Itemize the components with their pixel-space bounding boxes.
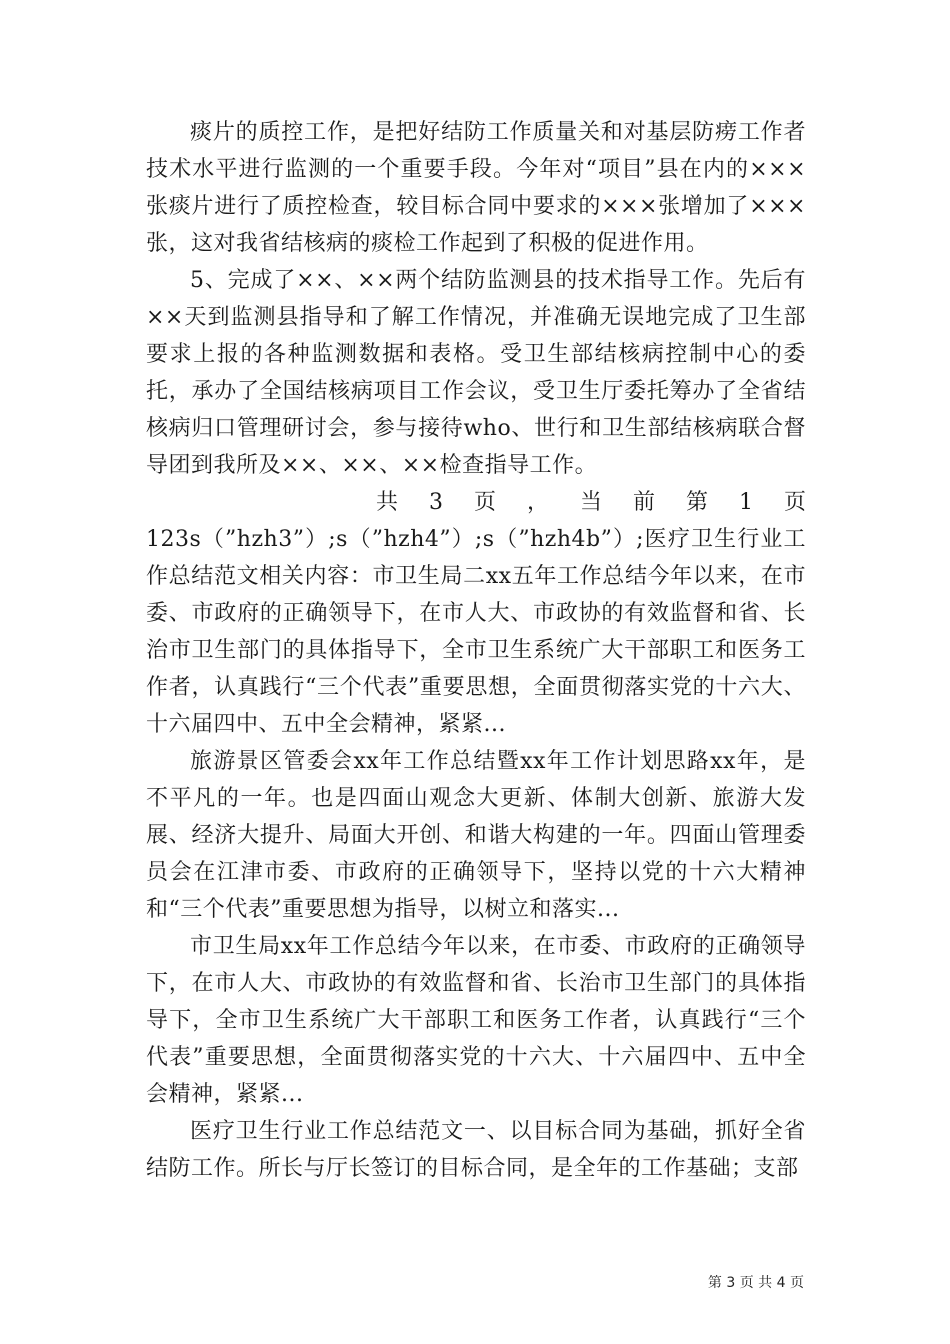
page-count-token: 共	[376, 490, 399, 515]
page-count-token: 第	[685, 490, 708, 515]
paragraph-monitoring-counties: 5、完成了××、××两个结防监测县的技术指导工作。先后有××天到监测县指导和了解工作情况，并准确无误地完成了卫生部要求上报的各种监测数据和表格。受卫生部结核病控制中心的委托，承办了全国结核病项目工作会议，受卫生厅委托筹办了全省结核病归口管理研讨会，参与接待who、世行和卫生部结核病联合督导团到我所及××、××、××检查指导工作。	[146, 268, 806, 478]
page-count-token: 当	[579, 490, 602, 515]
page-footer: 第 3 页 共 4 页	[707, 1275, 804, 1291]
page-count-token: 页	[783, 490, 806, 515]
document-body	[146, 114, 806, 1187]
paragraph-health-bureau: 市卫生局xx年工作总结今年以来，在市委、市政府的正确领导下，在市人大、市政协的有效监督和省、长治市卫生部门的具体指导下，全市卫生系统广大干部职工和医务工作者，认真践行“三个代表”重要思想，全面贯彻落实党的十六大、十六届四中、五中全会精神，紧紧...	[146, 934, 806, 1107]
paragraph-sputum-qc: 痰片的质控工作，是把好结防工作质量关和对基层防痨工作者技术水平进行监测的一个重要手段。今年对“项目”县在内的×××张痰片进行了质控检查，较目标合同中要求的×××张增加了×××张，这对我省结核病的痰检工作起到了积极的促进作用。	[146, 120, 806, 256]
page-count-token: ，	[526, 490, 549, 515]
page-count-token: 1	[738, 490, 753, 515]
page-count-token: 页	[473, 490, 496, 515]
paragraph-scenic-area: 旅游景区管委会xx年工作总结暨xx年工作计划思路xx年，是不平凡的一年。也是四面山观念大更新、体制大创新、旅游大发展、经济大提升、局面大开创、和谐大构建的一年。四面山管理委员会在江津市委、市政府的正确领导下，坚持以党的十六大精神和“三个代表”重要思想为指导，以树立和落实...	[146, 749, 806, 922]
page-count-line	[146, 484, 806, 521]
page-count-token: 前	[632, 490, 655, 515]
paragraph-related-content: 123s（”hzh3”）;s（”hzh4”）;s（”hzh4b”）;医疗卫生行业工作总结范文相关内容：市卫生局二xx五年工作总结今年以来，在市委、市政府的正确领导下，在市人大、市政协的有效监督和省、长治市卫生部门的具体指导下，全市卫生系统广大干部职工和医务工作者，认真践行“三个代表”重要思想，全面贯彻落实党的十六大、十六届四中、五中全会精神，紧紧...	[146, 527, 806, 737]
page-count-token: 3	[429, 490, 443, 515]
paragraph-medical-summary: 医疗卫生行业工作总结范文一、以目标合同为基础，抓好全省结防工作。所长与厅长签订的目标合同，是全年的工作基础；支部	[146, 1119, 806, 1181]
